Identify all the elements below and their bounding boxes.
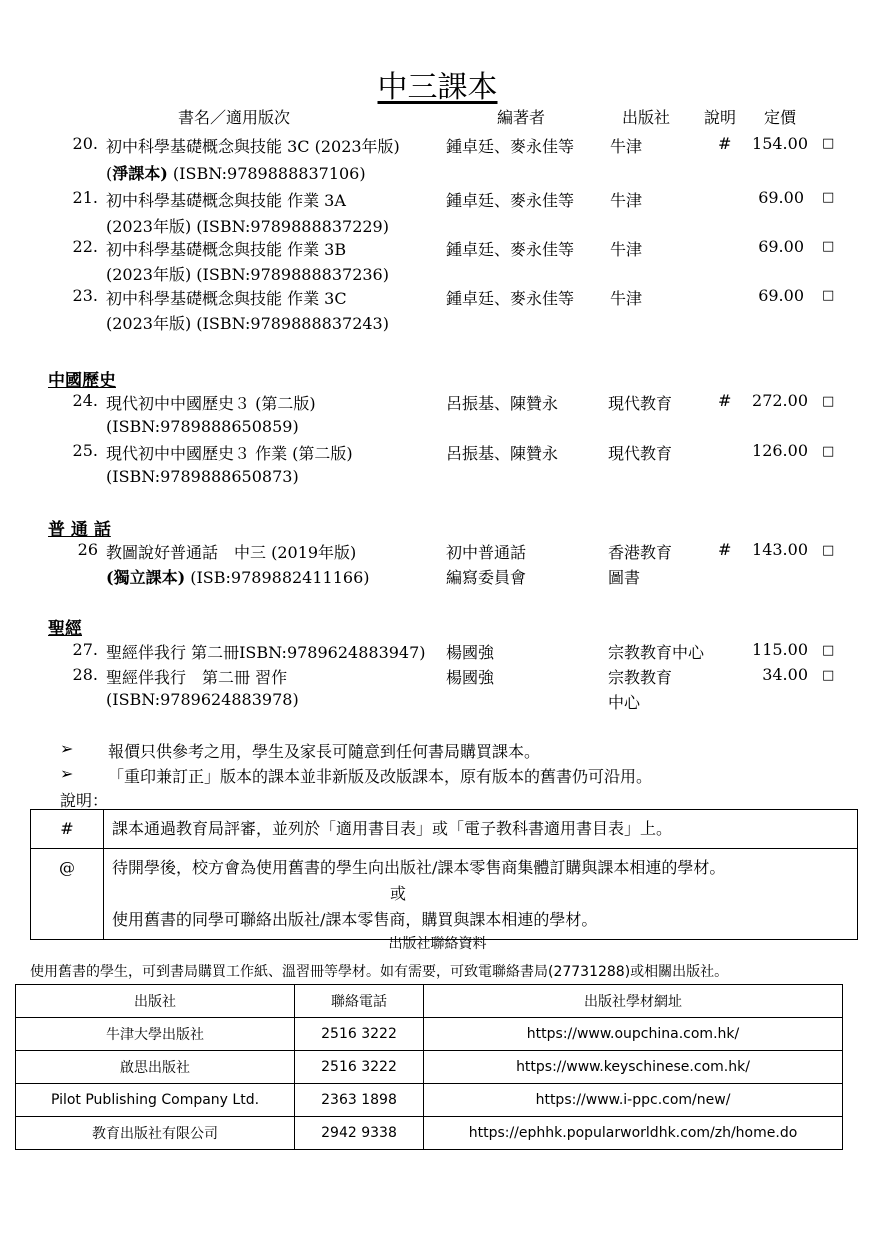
item-price: 143.00 — [752, 540, 808, 559]
publisher-url[interactable]: https://www.oupchina.com.hk/ — [424, 1018, 843, 1051]
item-author: 呂振基、陳贊永 — [446, 394, 559, 413]
item-number: 21. — [72, 188, 98, 207]
publisher-phone: 2942 9338 — [295, 1117, 424, 1150]
item-price: 69.00 — [758, 286, 804, 305]
table-header-row — [16, 985, 843, 1018]
item-title: 初中科學基礎概念與技能 作業 3B — [106, 240, 347, 259]
item-title: 聖經伴我行 第二冊ISBN:9789624883947) — [106, 643, 426, 662]
table-row — [16, 1018, 843, 1051]
order-checkbox[interactable]: □ — [822, 288, 835, 303]
item-title: 教圖說好普通話 中三 (2019年版) — [106, 543, 357, 562]
symbol-cell: # — [31, 810, 104, 849]
item-author: 鍾卓廷、麥永佳等 — [446, 137, 575, 156]
section-heading-history: 中國歷史 — [48, 371, 116, 391]
item-subtitle: (ISBN:9789624883978) — [106, 690, 299, 709]
item-publisher-line2: 圖書 — [608, 568, 641, 587]
order-checkbox[interactable]: □ — [822, 190, 835, 205]
item-publisher: 牛津 — [610, 191, 643, 210]
column-header: 出版社 — [16, 985, 295, 1018]
item-price: 154.00 — [752, 134, 808, 153]
column-header: 聯絡電話 — [295, 985, 424, 1018]
publisher-contact-table — [15, 984, 843, 1150]
item-author: 鍾卓廷、麥永佳等 — [446, 191, 575, 210]
explain-label: 說明： — [60, 791, 109, 810]
item-subtitle: (獨立課本) (ISB:9789882411166) — [106, 568, 370, 587]
item-title: 初中科學基礎概念與技能 作業 3C — [106, 289, 347, 308]
table-row — [16, 1084, 843, 1117]
order-checkbox[interactable]: □ — [822, 543, 835, 558]
publisher-url[interactable]: https://www.i-ppc.com/new/ — [424, 1084, 843, 1117]
header-book: 書名／適用版次 — [178, 108, 291, 127]
table-row — [16, 1051, 843, 1084]
page-title: 中三課本 — [377, 70, 498, 105]
symbol-cell: @ — [31, 849, 104, 940]
item-author: 鍾卓廷、麥永佳等 — [446, 289, 575, 308]
explain-cell: 課本通過教育局評審，並列於「適用書目表」或「電子教科書適用書目表」上。 — [104, 810, 858, 849]
table-row — [31, 849, 858, 940]
item-publisher: 香港教育 — [608, 543, 673, 562]
explain-line: 使用舊書的同學可聯絡出版社/課本零售商，購買與課本相連的學材。 — [112, 910, 598, 929]
item-title: 初中科學基礎概念與技能 3C (2023年版) — [106, 137, 400, 156]
publisher-name: 啟思出版社 — [16, 1051, 295, 1084]
item-publisher: 牛津 — [610, 240, 643, 259]
order-checkbox[interactable]: □ — [822, 444, 835, 459]
item-note: # — [718, 134, 732, 153]
order-checkbox[interactable]: □ — [822, 136, 835, 151]
item-price: 69.00 — [758, 188, 804, 207]
item-title: 初中科學基礎概念與技能 作業 3A — [106, 191, 346, 210]
item-author: 呂振基、陳贊永 — [446, 444, 559, 463]
item-price: 69.00 — [758, 237, 804, 256]
item-author: 楊國強 — [446, 643, 495, 662]
item-number: 24. — [72, 391, 98, 410]
publisher-url[interactable]: https://www.keyschinese.com.hk/ — [424, 1051, 843, 1084]
item-title: 現代初中中國歷史３ 作業 (第二版) — [106, 444, 353, 463]
item-subtitle: (2023年版) (ISBN:9789888837236) — [106, 265, 389, 284]
item-number: 23. — [72, 286, 98, 305]
publisher-name: Pilot Publishing Company Ltd. — [16, 1084, 295, 1117]
contact-intro: 使用舊書的學生，可到書局購買工作紙、溫習冊等學材。如有需要，可致電聯絡書局(27731288)或相關出版社。 — [30, 964, 729, 980]
item-subtitle: (淨課本) (ISBN:9789888837106) — [106, 164, 366, 183]
bullet-icon: ➢ — [60, 764, 74, 783]
explain-or: 或 — [390, 884, 407, 903]
item-number: 20. — [72, 134, 98, 153]
order-checkbox[interactable]: □ — [822, 643, 835, 658]
item-title: 聖經伴我行 第二冊 習作 — [106, 668, 288, 687]
order-checkbox[interactable]: □ — [822, 668, 835, 683]
item-price: 126.00 — [752, 441, 808, 460]
table-row — [31, 810, 858, 849]
item-number: 28. — [72, 665, 98, 684]
bullet-icon: ➢ — [60, 739, 74, 758]
header-publisher: 出版社 — [622, 108, 671, 127]
item-price: 34.00 — [762, 665, 808, 684]
item-number: 27. — [72, 640, 98, 659]
note-text: 「重印兼訂正」版本的課本並非新版及改版課本，原有版本的舊書仍可沿用。 — [108, 767, 653, 786]
publisher-phone: 2516 3222 — [295, 1051, 424, 1084]
item-subtitle: (ISBN:9789888650873) — [106, 467, 299, 486]
header-note: 說明 — [704, 108, 737, 127]
note-text: 報價只供參考之用，學生及家長可隨意到任何書局購買課本。 — [108, 742, 541, 761]
publisher-name: 牛津大學出版社 — [16, 1018, 295, 1051]
header-price: 定價 — [764, 108, 797, 127]
item-number: 25. — [72, 441, 98, 460]
explain-cell — [104, 849, 858, 940]
item-note: # — [718, 391, 732, 410]
item-author: 鍾卓廷、麥永佳等 — [446, 240, 575, 259]
publisher-url[interactable]: https://ephhk.popularworldhk.com/zh/home.do — [424, 1117, 843, 1150]
item-number: 22. — [72, 237, 98, 256]
item-subtitle: (2023年版) (ISBN:9789888837243) — [106, 314, 389, 333]
item-publisher: 現代教育 — [608, 444, 673, 463]
order-checkbox[interactable]: □ — [822, 394, 835, 409]
item-author-line2: 編寫委員會 — [446, 568, 527, 587]
item-publisher-line2: 中心 — [608, 693, 641, 712]
item-price: 272.00 — [752, 391, 808, 410]
item-subtitle: (2023年版) (ISBN:9789888837229) — [106, 217, 389, 236]
item-subtitle: (ISBN:9789888650859) — [106, 417, 299, 436]
item-publisher: 宗教教育中心 — [608, 643, 705, 662]
item-publisher: 宗教教育 — [608, 668, 673, 687]
item-publisher: 牛津 — [610, 137, 643, 156]
table-row — [16, 1117, 843, 1150]
contact-title: 出版社聯絡資料 — [388, 936, 487, 952]
section-heading-putonghua: 普 通 話 — [48, 520, 111, 540]
explanation-table — [30, 809, 858, 940]
order-checkbox[interactable]: □ — [822, 239, 835, 254]
section-heading-bible: 聖經 — [48, 619, 82, 639]
explain-line: 待開學後，校方會為使用舊書的學生向出版社/課本零售商集體訂購與課本相連的學材。 — [112, 858, 726, 877]
item-publisher: 牛津 — [610, 289, 643, 308]
item-title: 現代初中中國歷史３ (第二版) — [106, 394, 316, 413]
item-author: 初中普通話 — [446, 543, 527, 562]
publisher-phone: 2516 3222 — [295, 1018, 424, 1051]
item-price: 115.00 — [752, 640, 808, 659]
header-author: 編著者 — [497, 108, 546, 127]
item-author: 楊國強 — [446, 668, 495, 687]
publisher-phone: 2363 1898 — [295, 1084, 424, 1117]
column-header: 出版社學材網址 — [424, 985, 843, 1018]
item-publisher: 現代教育 — [608, 394, 673, 413]
publisher-name: 教育出版社有限公司 — [16, 1117, 295, 1150]
item-number: 26 — [77, 540, 98, 559]
item-note: # — [718, 540, 732, 559]
